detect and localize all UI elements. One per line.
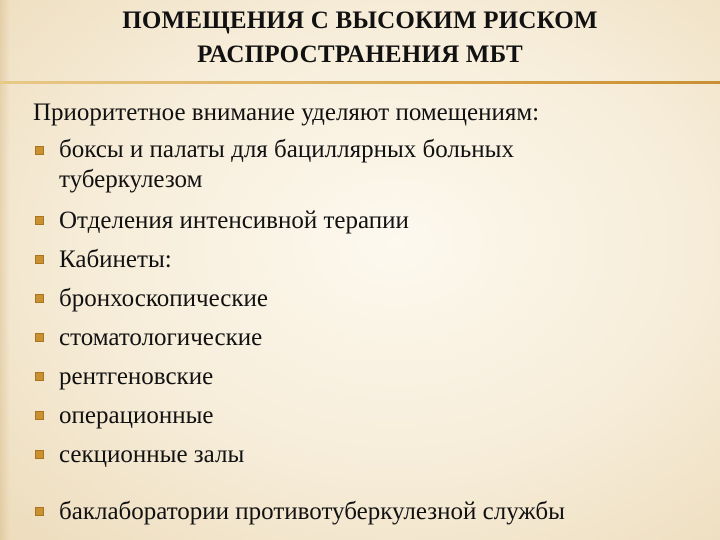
list-item xyxy=(33,435,713,474)
list-item-text: бронхоскопические xyxy=(59,285,269,312)
square-bullet-icon xyxy=(35,333,44,342)
list-item xyxy=(33,279,713,318)
square-bullet-icon xyxy=(35,411,44,420)
square-bullet-icon xyxy=(35,450,44,459)
list-item-text: Кабинеты: xyxy=(59,246,172,273)
list-item xyxy=(33,357,713,396)
list-item-text: Отделения интенсивной терапии xyxy=(59,207,409,234)
square-bullet-icon xyxy=(35,255,44,264)
list-item-text: секционные залы xyxy=(59,441,245,468)
slide-body xyxy=(33,93,713,531)
list-item xyxy=(33,240,713,279)
title-line-1: ПОМЕЩЕНИЯ С ВЫСОКИМ РИСКОМ xyxy=(122,7,598,34)
list-item xyxy=(33,132,713,201)
list-item-text: операционные xyxy=(59,402,214,429)
intro-text: Приоритетное внимание уделяют помещениям: xyxy=(33,99,540,126)
square-bullet-icon xyxy=(35,372,44,381)
title-line-2: РАСПРОСТРАНЕНИЯ МБТ xyxy=(197,41,523,68)
list-item xyxy=(33,492,713,531)
square-bullet-icon xyxy=(35,216,44,225)
slide-title xyxy=(40,4,680,72)
title-divider xyxy=(0,81,720,84)
bullet-list xyxy=(33,132,713,531)
square-bullet-icon xyxy=(35,294,44,303)
square-bullet-icon xyxy=(35,146,44,155)
list-item-text: рентгеновские xyxy=(59,363,214,390)
list-item-text: боксы и палаты для бациллярных больных xyxy=(59,136,514,163)
list-item xyxy=(33,201,713,240)
list-item xyxy=(33,318,713,357)
list-item-text: стоматологические xyxy=(59,324,263,351)
list-item-text-continued: туберкулезом xyxy=(59,166,203,193)
list-item-text: баклаборатории противотуберкулезной службы xyxy=(59,498,565,525)
list-item xyxy=(33,396,713,435)
square-bullet-icon xyxy=(35,507,44,516)
